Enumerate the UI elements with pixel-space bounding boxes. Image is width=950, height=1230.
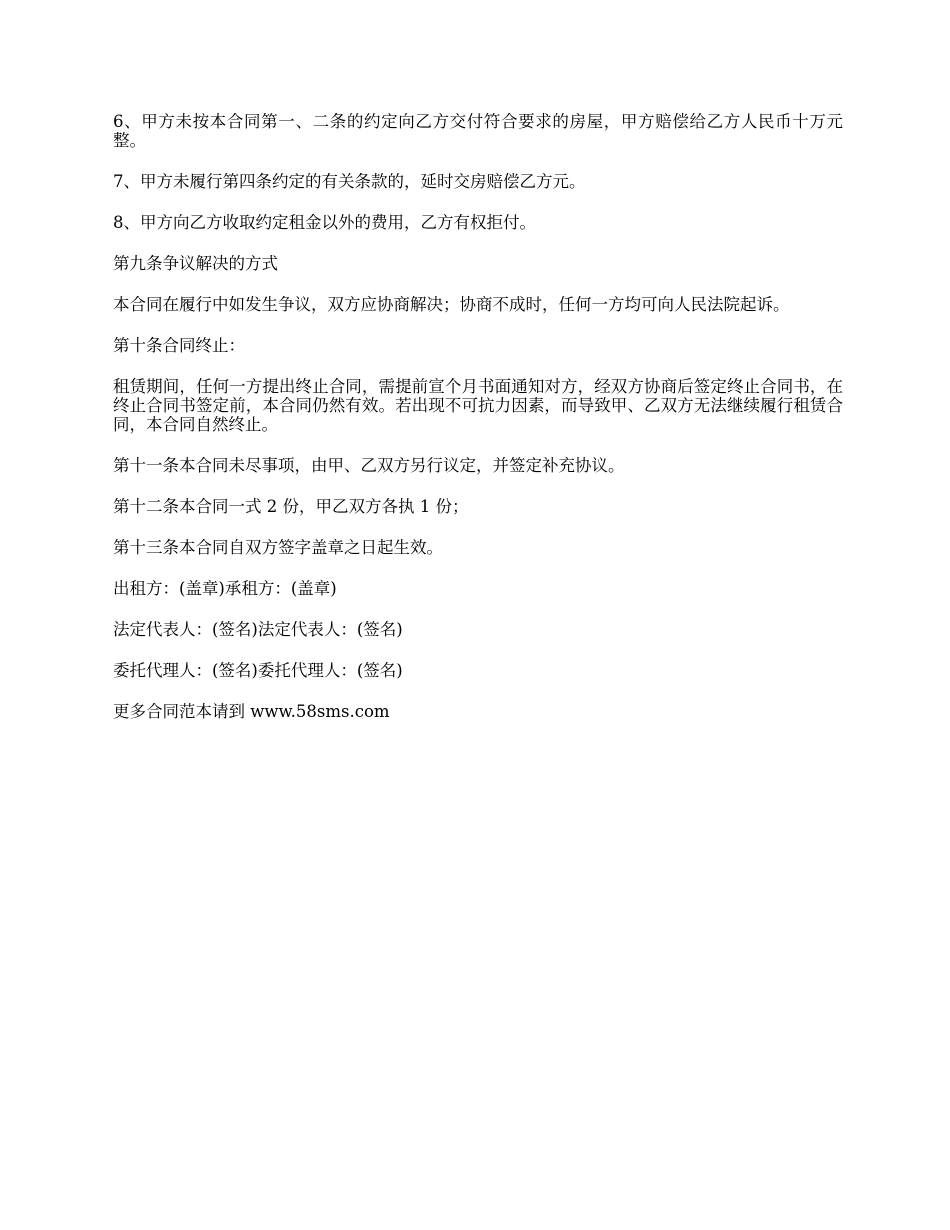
footer-website-note: 更多合同范本请到 www.58sms.com xyxy=(113,702,390,721)
clause-6-paragraph: 6、甲方未按本合同第一、二条的约定向乙方交付符合要求的房屋，甲方赔偿给乙方人民币十万元整。 xyxy=(113,112,843,150)
signature-legal-representative-line: 法定代表人：(签名)法定代表人：(签名) xyxy=(113,620,403,639)
article-10-text: 租赁期间，任何一方提出终止合同，需提前宣个月书面通知对方，经双方协商后签定终止合同书，在终止合同书签定前，本合同仍然有效。若出现不可抗力因素，而导致甲、乙双方无法继续履行租赁合同，本合同自然终止。 xyxy=(113,377,843,434)
article-11-paragraph: 第十一条本合同未尽事项，由甲、乙双方另行议定，并签定补充协议。 xyxy=(113,456,625,475)
article-12-paragraph: 第十二条本合同一式 2 份，甲乙双方各执 1 份； xyxy=(113,497,469,516)
article-9-heading: 第九条争议解决的方式 xyxy=(113,254,278,273)
document-body xyxy=(113,112,843,743)
article-9-text: 本合同在履行中如发生争议，双方应协商解决；协商不成时，任何一方均可向人民法院起诉。 xyxy=(113,295,790,314)
clause-7-paragraph: 7、甲方未履行第四条约定的有关条款的，延时交房赔偿乙方元。 xyxy=(113,172,586,191)
signature-lessor-lessee-line: 出租方：(盖章)承租方：(盖章) xyxy=(113,579,337,598)
signature-agent-line: 委托代理人：(签名)委托代理人：(签名) xyxy=(113,661,403,680)
clause-8-paragraph: 8、甲方向乙方收取约定租金以外的费用，乙方有权拒付。 xyxy=(113,213,536,232)
article-13-paragraph: 第十三条本合同自双方签字盖章之日起生效。 xyxy=(113,538,443,557)
article-10-heading: 第十条合同终止： xyxy=(113,336,245,355)
